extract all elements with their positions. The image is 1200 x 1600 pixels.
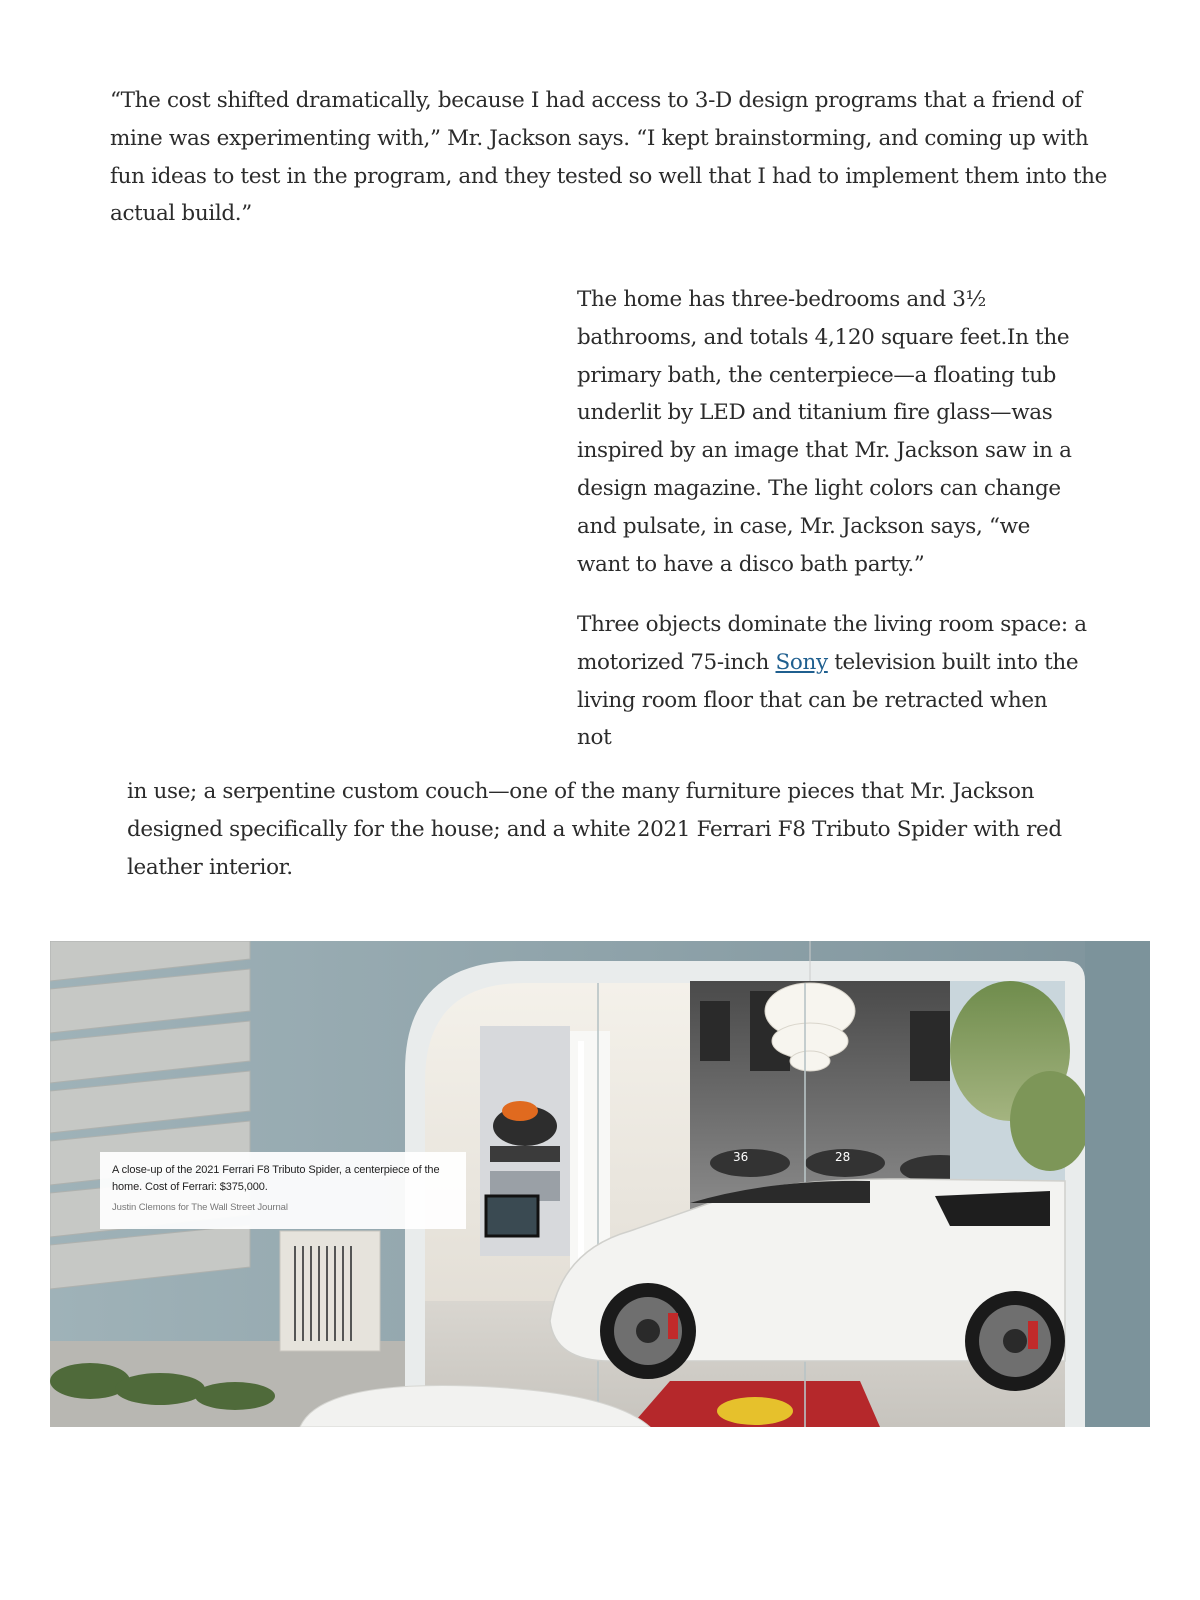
car-number-36: 36 <box>733 1150 749 1164</box>
article-paragraph-1: “The cost shifted dramatically, because I had access to 3-D design programs that a friend of mine was experimenting with,” Mr. Jackson says. “I kept brainstorming, and coming up with fun ideas to test in the program, and they tested so well that I had to implement them into the actual build.” <box>110 88 1108 227</box>
sony-link[interactable]: Sony <box>775 649 828 675</box>
caption-text: A close-up of the 2021 Ferrari F8 Tributo Spider, a centerpiece of the home. Cost of Ferrari: $375,000. <box>112 1164 440 1193</box>
paragraph-3-text-end: television built into the living room floor that can be retracted when not <box>577 649 1079 751</box>
photo-caption <box>100 1152 466 1229</box>
paragraph-3-text-start: Three objects dominate the living room space: a motorized 75-inch <box>577 612 1087 675</box>
article-paragraph-3 <box>577 606 1087 757</box>
article-paragraph-2: The home has three-bedrooms and 3½ bathrooms, and totals 4,120 square feet.In the primary bath, the centerpiece—a floating tub underlit by LED and titanium fire glass—was inspired by an image that Mr. Jackson saw in a design magazine. The light colors can change and pulsate, in case, Mr. Jackson says, “we want to have a disco bath party.” <box>577 287 1072 577</box>
photo-credit: Justin Clemons for The Wall Street Journal <box>112 1202 288 1213</box>
car-number-28: 28 <box>835 1150 851 1164</box>
article-paragraph-4: in use; a serpentine custom couch—one of the many furniture pieces that Mr. Jackson designed specifically for the house; and a white 2021 Ferrari F8 Tributo Spider with red leather interior. <box>127 779 1062 880</box>
